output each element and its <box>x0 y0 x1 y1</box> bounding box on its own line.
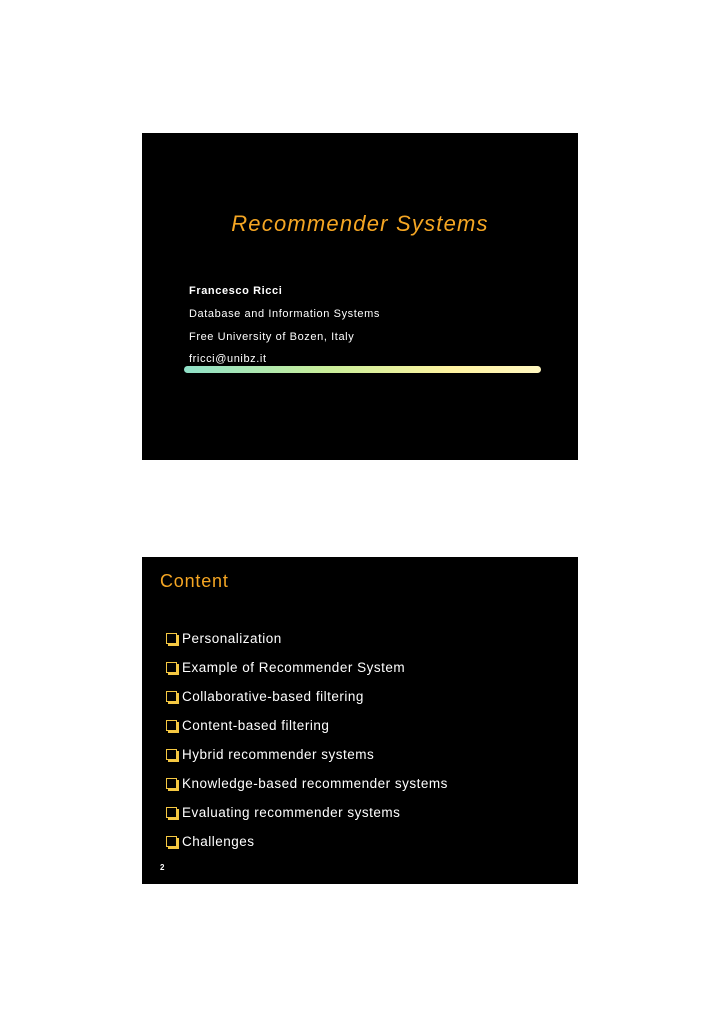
content-list <box>166 624 448 856</box>
content-slide <box>142 557 578 884</box>
checkbox-bullet-icon <box>166 720 177 731</box>
affiliation-university: Free University of Bozen, Italy <box>189 331 355 343</box>
author-name: Francesco Ricci <box>189 285 283 297</box>
list-item: Example of Recommender System <box>166 653 448 682</box>
author-email: fricci@unibz.it <box>189 353 267 365</box>
checkbox-bullet-icon <box>166 662 177 673</box>
checkbox-bullet-icon <box>166 749 177 760</box>
list-item: Knowledge-based recommender systems <box>166 769 448 798</box>
checkbox-bullet-icon <box>166 778 177 789</box>
list-item: Evaluating recommender systems <box>166 798 448 827</box>
slide-number: 2 <box>160 863 165 872</box>
list-item: Challenges <box>166 827 448 856</box>
list-item: Collaborative-based filtering <box>166 682 448 711</box>
slide-title: Recommender Systems <box>231 211 489 236</box>
checkbox-bullet-icon <box>166 633 177 644</box>
checkbox-bullet-icon <box>166 807 177 818</box>
title-slide <box>142 133 578 460</box>
checkbox-bullet-icon <box>166 691 177 702</box>
slide-title: Content <box>160 571 229 591</box>
decorative-gradient-bar <box>184 366 541 373</box>
affiliation-department: Database and Information Systems <box>189 308 381 320</box>
list-item: Content-based filtering <box>166 711 448 740</box>
list-item: Hybrid recommender systems <box>166 740 448 769</box>
checkbox-bullet-icon <box>166 836 177 847</box>
list-item: Personalization <box>166 624 448 653</box>
